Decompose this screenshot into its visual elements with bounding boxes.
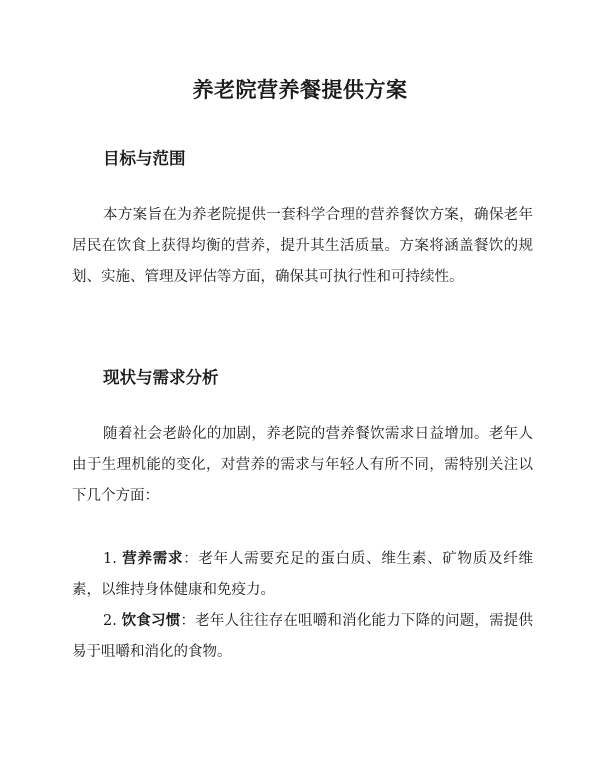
section-paragraph-status-analysis: 随着社会老龄化的加剧，养老院的营养餐饮需求日益增加。老年人由于生理机能的变化，对营养的需求与年轻人有所不同，需特别关注以下几个方面： <box>72 426 533 504</box>
section-heading-goals-scope: 目标与范围 <box>103 149 186 168</box>
section-paragraph-goals-scope: 本方案旨在为养老院提供一套科学合理的营养餐饮方案，确保老年居民在饮食上获得均衡的营养，提升其生活质量。方案将涵盖餐饮的规划、实施、管理及评估等方面，确保其可执行性和可持续性。 <box>72 207 533 285</box>
list-item-text: ：老年人需要充足的蛋白质、维生素、矿物质及纤维素，以维持身体健康和免疫力。 <box>72 551 534 598</box>
page-title: 养老院营养餐提供方案 <box>192 78 408 102</box>
list-item-term: 营养需求 <box>122 551 184 567</box>
section-heading-status-analysis: 现状与需求分析 <box>103 368 219 387</box>
list-item-term: 饮食习惯 <box>121 613 181 629</box>
list-item-text: ：老年人往往存在咀嚼和消化能力下降的问题，需提供易于咀嚼和消化的食物。 <box>72 613 534 660</box>
needs-list <box>72 544 533 668</box>
list-item <box>72 606 533 668</box>
list-item-number: 2. <box>103 613 117 629</box>
list-item <box>72 544 533 606</box>
list-item-number: 1. <box>103 551 117 567</box>
